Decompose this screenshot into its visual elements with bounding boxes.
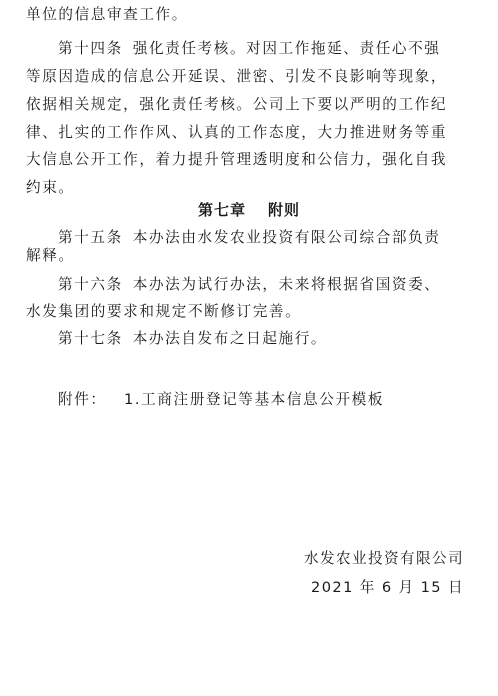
- article-16-text: 本办法为试行办法，未来将根据省国资委、: [132, 276, 441, 293]
- attachment-item: 1.工商注册登记等基本信息公开模板: [124, 391, 385, 408]
- article-17-label: 第十七条: [58, 330, 123, 347]
- article-17-text: 本办法自发布之日起施行。: [132, 330, 328, 347]
- text-line: 约束。: [26, 179, 75, 196]
- chapter-number: 第七章: [197, 201, 246, 219]
- attachment-line: [58, 390, 498, 410]
- text-line: 单位的信息审查工作。: [26, 6, 188, 23]
- article-14-first-line: [58, 39, 498, 59]
- text-line: 大信息公开工作，着力提升管理透明度和公信力，强化自我: [26, 151, 448, 168]
- article-15-label: 第十五条: [58, 229, 123, 246]
- chapter-7-heading: [0, 200, 498, 220]
- article-15-text: 本办法由水发农业投资有限公司综合部负责: [132, 229, 441, 246]
- signature-company: 水发农业投资有限公司: [304, 550, 464, 567]
- chapter-title: 附则: [268, 201, 301, 219]
- text-line: 水发集团的要求和规定不断修订完善。: [26, 303, 302, 320]
- text-line: 依据相关规定，强化责任考核。公司上下要以严明的工作纪: [26, 96, 448, 113]
- article-14-label: 第十四条: [58, 40, 123, 57]
- article-14-text: 强化责任考核。对因工作拖延、责任心不强: [132, 40, 441, 57]
- article-16-label: 第十六条: [58, 276, 123, 293]
- article-17-first-line: [58, 329, 498, 349]
- signature-date: 2021 年 6 月 15 日: [311, 579, 464, 596]
- text-line: 解释。: [26, 247, 75, 264]
- text-line: 等原因造成的信息公开延误、泄密、引发不良影响等现象，: [26, 68, 448, 85]
- article-15-first-line: [58, 228, 498, 248]
- attachment-label: 附件：: [58, 391, 107, 408]
- article-16-first-line: [58, 275, 498, 295]
- text-line: 律、扎实的工作作风、认真的工作态度，大力推进财务等重: [26, 124, 448, 141]
